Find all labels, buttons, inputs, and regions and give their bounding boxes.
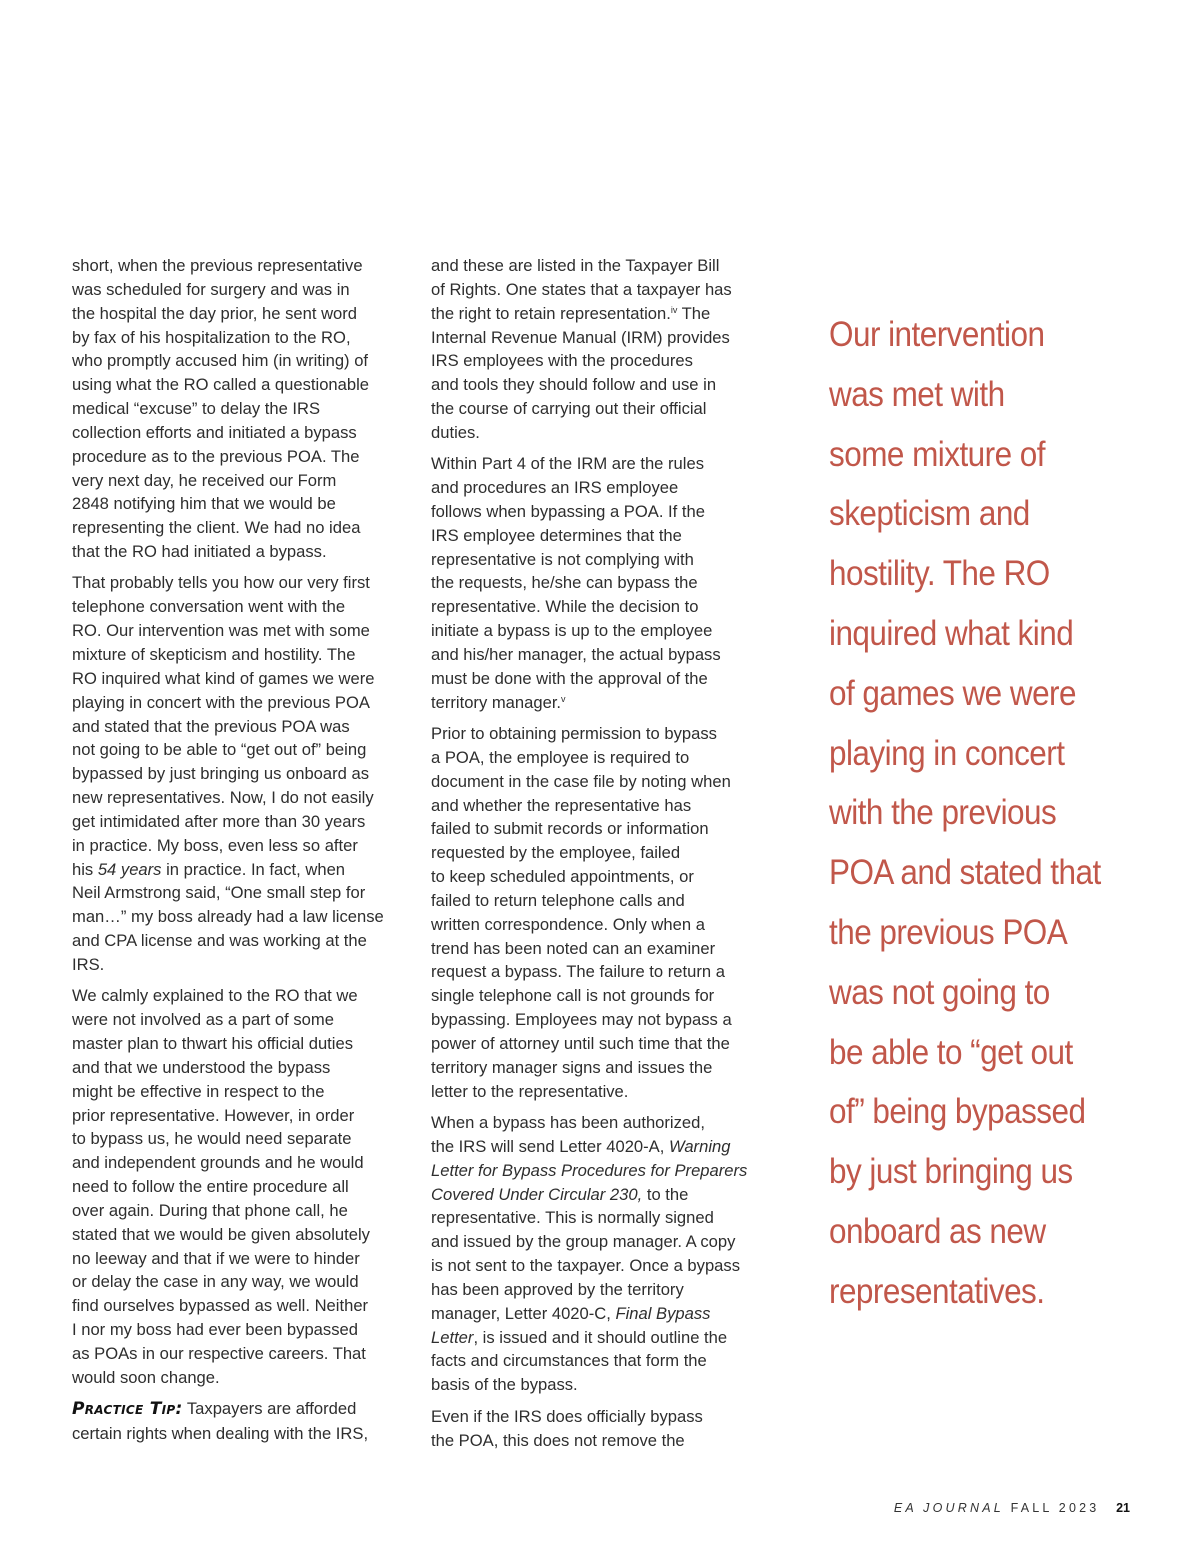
italic-text: Final Bypass Letter <box>431 1303 711 1347</box>
italic-text: Warning Letter for Bypass Procedures for Preparers Covered Under Circular 230, <box>431 1136 748 1204</box>
italic-text: 54 years <box>97 859 162 879</box>
practice-tip: Practice Tip: Taxpayers are afforded certain rights when dealing with the IRS, <box>72 1399 369 1443</box>
page-number: 21 <box>1116 1501 1130 1515</box>
magazine-name: EA JOURNAL <box>893 1501 1004 1515</box>
paragraph: That probably tells you how our very first telephone conversation went with the RO. Our intervention was met with some mixture of skepticism and hostility. The RO inquired what kind of games we were playing in concert with the previous POA and stated that the previous POA was not going to be able to “get out of” being bypassed by just bringing us onboard as new representatives. Now, I do not easily get intimidated after more than 30 years in practice. My boss, even less so after his 54 years in practice. In fact, when Neil Armstrong said, “One small step for man…” my boss already had a law license and CPA license and was working at the IRS. <box>72 573 384 974</box>
endnote-marker: iv <box>670 304 678 315</box>
paragraph: Prior to obtaining permission to bypass a POA, the employee is required to document in the case file by noting when and whether the representative has failed to submit records or information requested by the employee, failed to keep scheduled appointments, or failed to return telephone calls and written correspondence. Only when a trend has been noted can an examiner request a bypass. The failure to return a single telephone call is not grounds for bypassing. Employees may not bypass a power of attorney until such time that the territory manager signs and issues the letter to the representative. <box>431 724 732 1101</box>
paragraph: Within Part 4 of the IRM are the rules and procedures an IRS employee follows when bypassing a POA. If the IRS employee determines that the representative is not complying with the requests, he/she can bypass the representative. While the decision to initiate a bypass is up to the employee and his/her manager, the actual bypass must be done with the approval of the territory manager.$^v$ <box>431 454 721 712</box>
article-column-middle <box>431 254 769 1460</box>
paragraph: short, when the previous representative was scheduled for surgery and was in the hospital the day prior, he sent word by fax of his hospitalization to the RO, who promptly accused him (in writing) of using what the RO called a questionable medical “excuse” to delay the IRS collection efforts and initiated a bypass procedure as to the previous POA. The very next day, he received our Form 2848 notifying him that we would be representing the client. We had no idea that the RO had initiated a bypass. <box>72 256 370 562</box>
endnote-marker: v <box>561 693 566 704</box>
issue-label: FALL 2023 <box>1010 1501 1100 1515</box>
article-column-left <box>72 254 410 1453</box>
paragraph: Even if the IRS does officially bypass the POA, this does not remove the <box>431 1406 703 1450</box>
paragraph: and these are listed in the Taxpayer Bill of Rights. One states that a taxpayer has the right to retain representation.$^{iv}$ The Internal Revenue Manual (IRM) provides IRS employees with the procedures and tools they should follow and use in the course of carrying out their official duties. <box>431 256 732 442</box>
pull-quote: Our intervention was met with some mixture of skepticism and hostility. The RO inquired what kind of games we were playing in concert with the previous POA and stated that the previous POA was not going to be able to “get out of” being bypassed by just bringing us onboard as new representatives. <box>829 315 1101 1311</box>
practice-tip-label: Practice Tip: <box>72 1399 183 1420</box>
paragraph: When a bypass has been authorized, the IRS will send Letter 4020-A, Warning Letter for Bypass Procedures for Preparers Covered Under Circular 230, to the representative. This is normally signed and issued by the group manager. A copy is not sent to the taxpayer. Once a bypass has been approved by the territory manager, Letter 4020-C, Final Bypass Letter, is issued and it should outline the facts and circumstances that form the basis of the bypass. <box>431 1113 748 1395</box>
page-footer <box>894 1501 1130 1515</box>
paragraph: We calmly explained to the RO that we were not involved as a part of some master plan to thwart his official duties and that we understood the bypass might be effective in respect to the prior representative. However, in order to bypass us, he would need separate and independent grounds and he would need to follow the entire procedure all over again. During that phone call, he stated that we would be given absolutely no leeway and that if we were to hinder or delay the case in any way, we would find ourselves bypassed as well. Neither I nor my boss had ever been bypassed as POAs in our respective careers. That would soon change. <box>72 986 370 1387</box>
